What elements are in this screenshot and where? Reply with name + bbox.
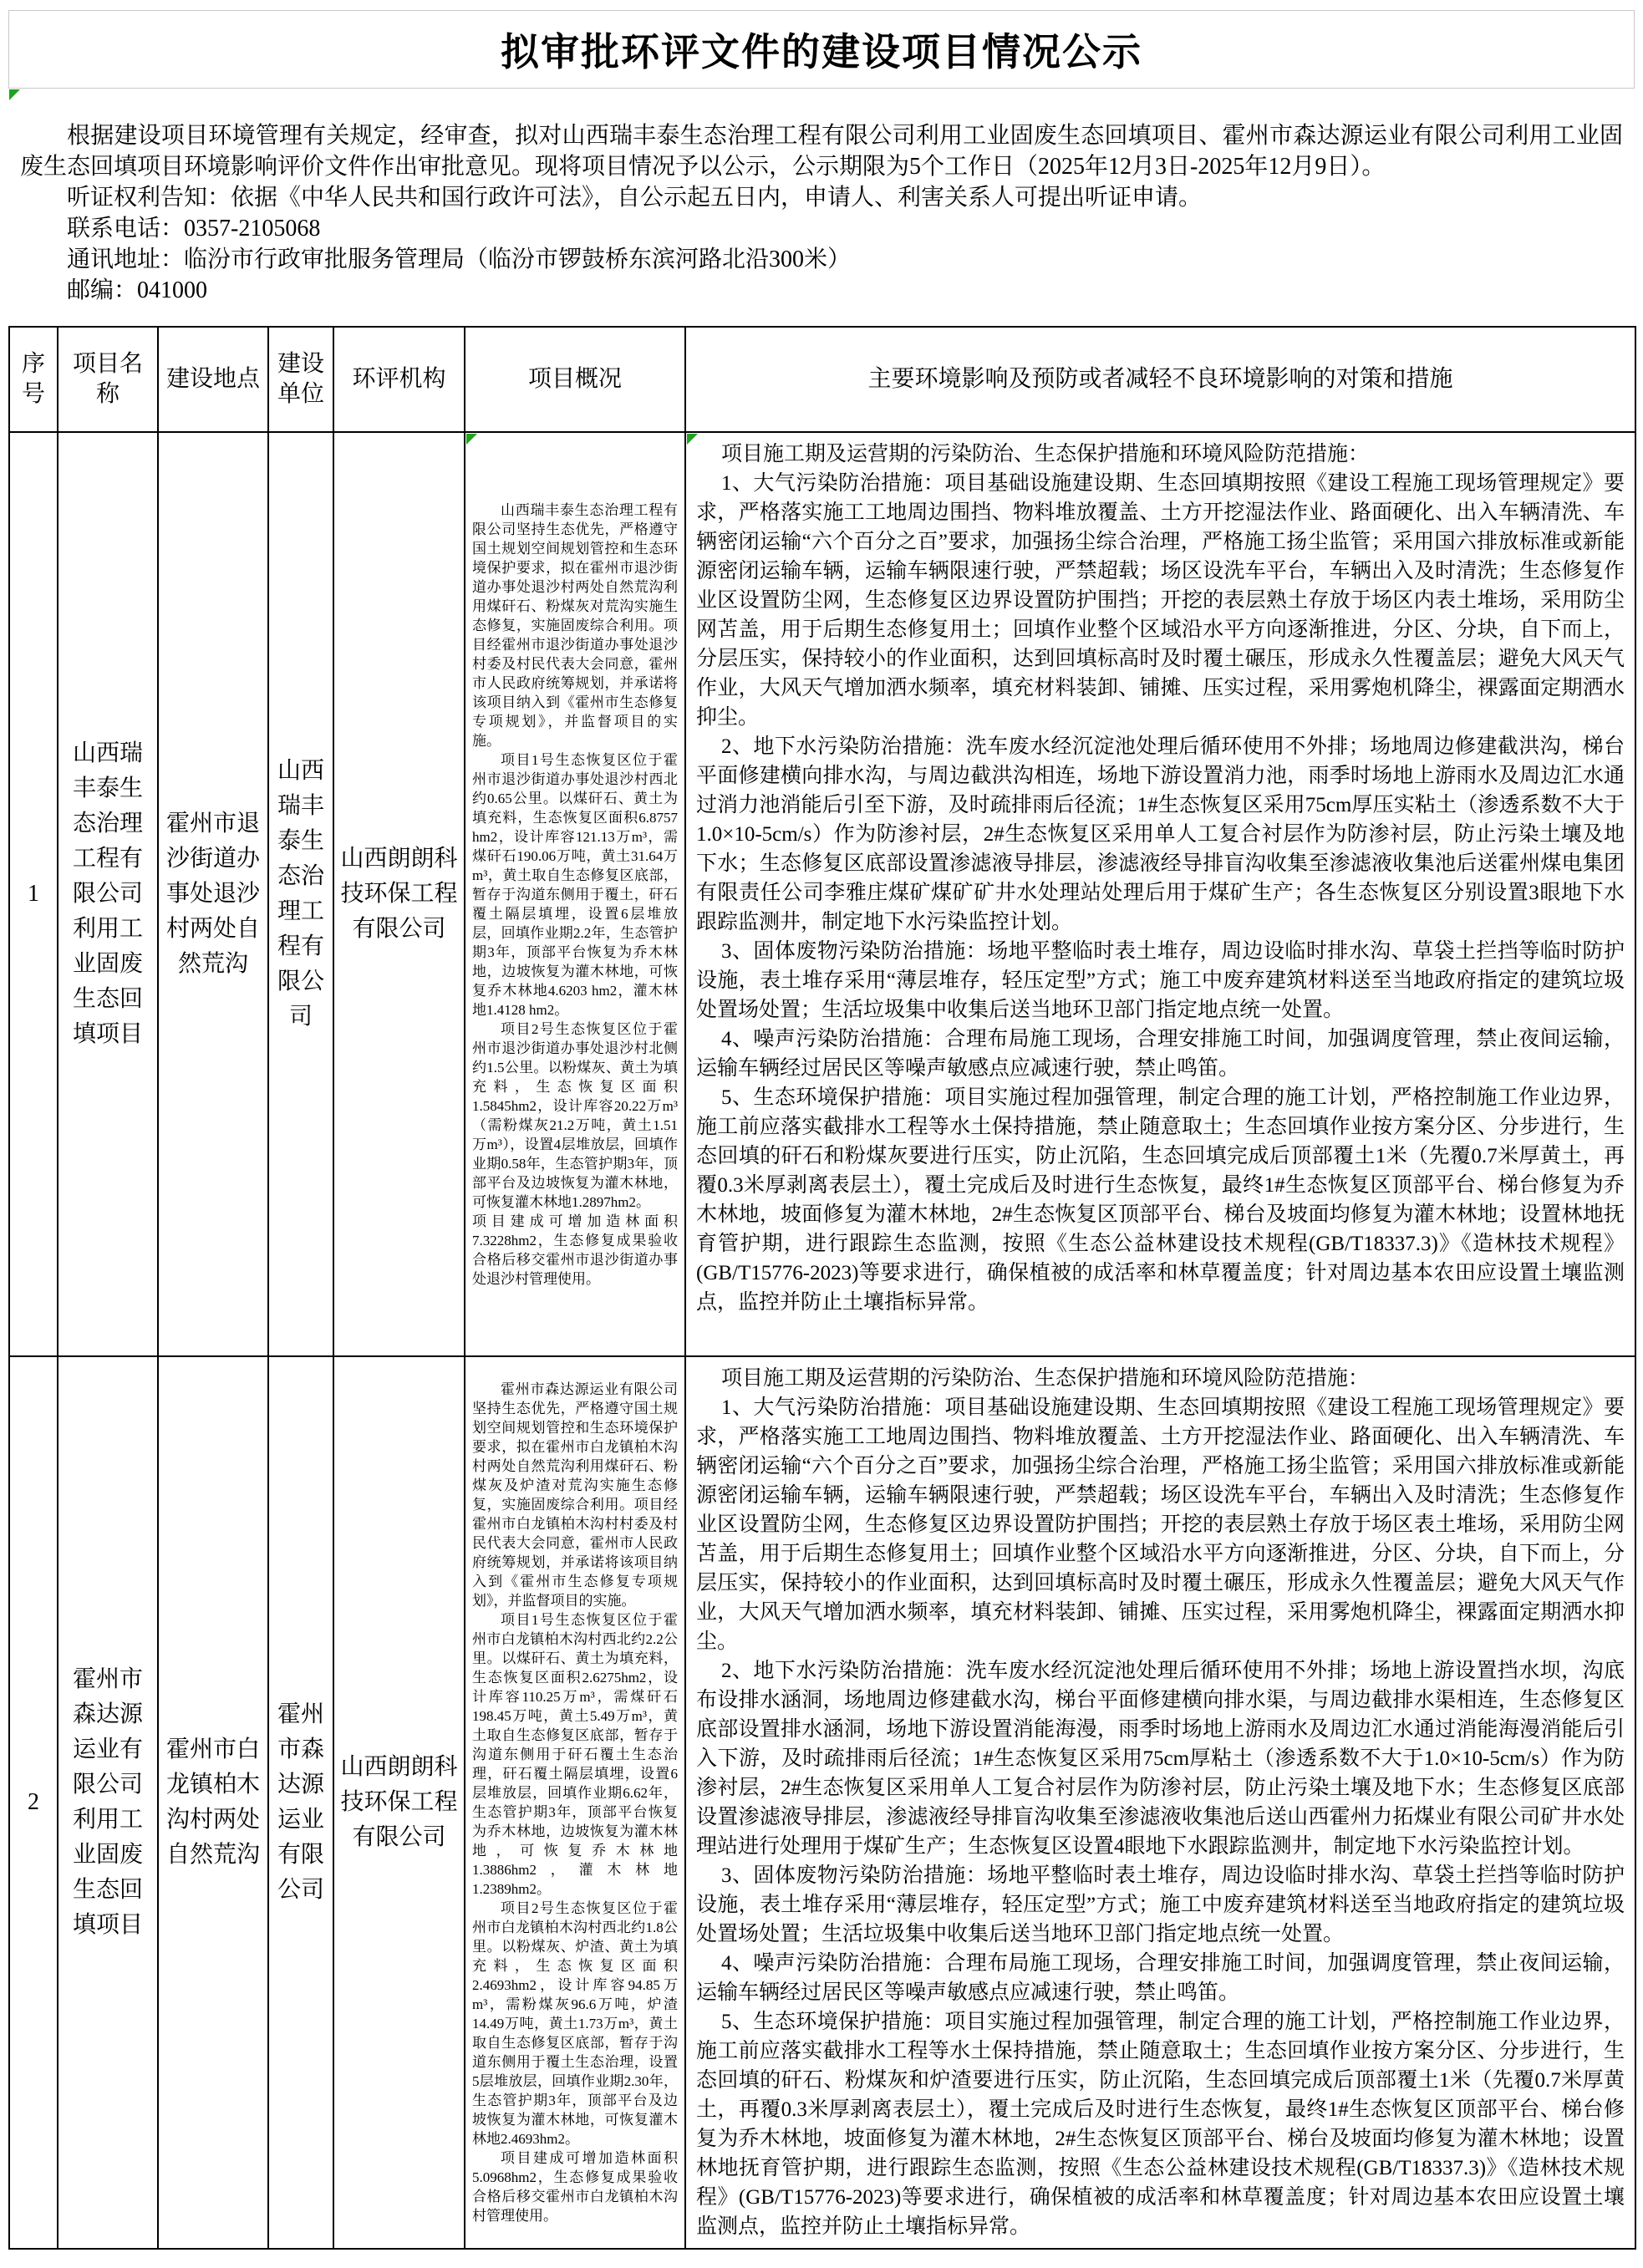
measures-item-ecology: 5、生态环境保护措施：项目实施过程加强管理，制定合理的施工计划，严格控制施工作业边界，施工前应落实截排水工程等水土保持措施，禁止随意取土；生态回填作业按方案分区、分步进行，生态回填的矸石、粉煤灰和炉渣要进行压实，防止沉陷，生态回填完成后顶部覆土1米（先覆0.7米厚黄土，再覆0.3米厚剥离表层土），覆土完成后及时进行生态恢复，最终1#生态恢复区顶部平台、梯台修复为乔木林地，坡面修复为灌木林地，2#生态恢复区顶部平台、梯台及坡面均修复为灌木林地；设置林地抚育管护期，进行跟踪生态监测，按照《生态公益林建设技术规程(GB/T18337.3)》《造林技术规程》(GB/T15776-2023)等要求进行，确保植被的成活率和林草覆盖度；针对周边基本农田应设置土壤监测点，监控并防止土壤指标异常。	[696, 2011, 1625, 2238]
table-header-row	[9, 327, 1635, 432]
table-row	[9, 432, 1635, 1356]
project-overview	[465, 432, 685, 1356]
cell-flag-icon	[687, 434, 698, 445]
overview-paragraph: 项目2号生态恢复区位于霍州市退沙街道办事处退沙村北侧约1.5公里。以粉煤灰、黄土为填充料，生态恢复区面积1.5845hm2，设计库容20.22万m³（需粉煤灰21.2万吨，黄土1.51万m³），设置4层堆放层，回填作业期0.58年，生态管护期3年，顶部平台及边坡恢复为灌木林地，可恢复灌木林地1.2897hm2。	[472, 1020, 678, 1210]
measures-item-noise: 4、噪声污染防治措施：合理布局施工现场，合理安排施工时间，加强调度管理，禁止夜间运输，运输车辆经过居民区等噪声敏感点应减速行驶，禁止鸣笛。	[696, 1028, 1625, 1080]
measures-item-ecology: 5、生态环境保护措施：项目实施过程加强管理，制定合理的施工计划，严格控制施工作业边界，施工前应落实截排水工程等水土保持措施，禁止随意取土；生态回填作业按方案分区、分步进行，生态回填的矸石和粉煤灰要进行压实，防止沉陷，生态回填完成后顶部覆土1米（先覆0.7米厚黄土，再覆0.3米厚剥离表层土），覆土完成后及时进行生态恢复，最终1#生态恢复区顶部平台、梯台修复为乔木林地，坡面修复为灌木林地，2#生态恢复区顶部平台、梯台及坡面均修复为灌木林地；设置林地抚育管护期，进行跟踪生态监测，按照《生态公益林建设技术规程(GB/T18337.3)》《造林技术规程》(GB/T15776-2023)等要求进行，确保植被的成活率和林草覆盖度；针对周边基本农田应设置土壤监测点，监控并防止土壤指标异常。	[696, 1086, 1625, 1314]
overview-paragraph: 山西瑞丰泰生态治理工程有限公司坚持生态优先，严格遵守国土规划空间规划管控和生态环境保护要求，拟在霍州市退沙街道办事处退沙村两处自然荒沟利用煤矸石、粉煤灰对荒沟实施生态修复，实施固废综合利用。项目经霍州市退沙街道办事处退沙村委及村民代表大会同意，霍州市人民政府统筹规划，并承诺将该项目纳入到《霍州市生态修复专项规划》，并监督项目的实施。	[472, 501, 678, 749]
measures-intro: 项目施工期及运营期的污染防治、生态保护措施和环境风险防范措施：	[721, 443, 1370, 465]
measures-item-solid-waste: 3、固体废物污染防治措施：场地平整临时表土堆存，周边设临时排水沟、草袋土拦挡等临时防护设施，表土堆存采用“薄层堆存，轻压定型”方式；施工中废弃建筑材料送至当地政府指定的建筑垃圾处置场处置；生活垃圾集中收集后送当地环卫部门指定地点统一处置。	[696, 1864, 1625, 1945]
column-header-overview: 项目概况	[465, 327, 685, 432]
intro-block	[8, 89, 1635, 326]
measures-item-air: 1、大气污染防治措施：项目基础设施建设期、生态回填期按照《建设工程施工现场管理规定》要求，严格落实施工工地周边围挡、物料堆放覆盖、土方开挖湿法作业、路面硬化、出入车辆清洗、车辆密闭运输“六个百分之百”要求，加强扬尘综合治理，严格施工扬尘监管；采用国六排放标准或新能源密闭运输车辆，运输车辆限速行驶，严禁超载；场区设洗车平台，车辆出入及时清洗；生态修复作业区设置防尘网，生态修复区边界设置防护围挡；开挖的表层熟土存放于场区内表土堆场，采用防尘网苫盖，用于后期生态修复用土；回填作业整个区域沿水平方向逐渐推进，分区、分块，自下而上，分层压实，保持较小的作业面积，达到回填标高时及时覆土碾压，形成永久性覆盖层；避免大风天气作业，大风天气增加洒水频率，填充材料装卸、铺摊、压实过程，采用雾炮机降尘，裸露面定期洒水抑尘。	[696, 472, 1625, 729]
measures-item-air: 1、大气污染防治措施：项目基础设施建设期、生态回填期按照《建设工程施工现场管理规定》要求，严格落实施工工地周边围挡、物料堆放覆盖、土方开挖湿法作业、路面硬化、出入车辆清洗、车辆密闭运输“六个百分之百”要求，加强扬尘综合治理，严格施工扬尘监管；采用国六排放标准或新能源密闭运输车辆，运输车辆限速行驶，严禁超载；场区设洗车平台，车辆出入及时清洗；生态修复作业区设置防尘网，生态修复区边界设置防护围挡；开挖的表层熟土存放于场区表土堆场，采用防尘网苫盖，用于后期生态修复用土；回填作业整个区域沿水平方向逐渐推进，分区、分块，自下而上，分层压实，保持较小的作业面积，达到回填标高时及时覆土碾压，形成永久性覆盖层；避免大风天气作业，大风天气增加洒水频率，填充材料装卸、铺摊、压实过程，采用雾炮机降尘，裸露面定期洒水抑尘。	[696, 1396, 1625, 1653]
notice-line-address: 通讯地址：临汾市行政审批服务管理局（临汾市锣鼓桥东滨河路北沿300米）	[67, 247, 852, 272]
overview-paragraph: 项目建成可增加造林面积5.0968hm2，生态修复成果验收合格后移交霍州市白龙镇柏木沟村管理使用。	[472, 2150, 678, 2224]
page-title: 拟审批环评文件的建设项目情况公示	[501, 31, 1142, 74]
cell-flag-icon	[9, 89, 20, 100]
column-header-location: 建设地点	[158, 327, 268, 432]
project-eia-agency: 山西朗朗科技环保工程有限公司	[333, 1356, 465, 2249]
measures-item-solid-waste: 3、固体废物污染防治措施：场地平整临时表土堆存，周边设临时排水沟、草袋土拦挡等临时防护设施，表土堆存采用“薄层堆存，轻压定型”方式；施工中废弃建筑材料送至当地政府指定的建筑垃圾处置场处置；生活垃圾集中收集后送当地环卫部门指定地点统一处置。	[696, 940, 1625, 1021]
overview-paragraph: 项目1号生态恢复区位于霍州市退沙街道办事处退沙村西北约0.65公里。以煤矸石、黄土为填充料，生态恢复区面积6.8757 hm2，设计库容121.13万m³，需煤矸石190.06万吨，黄土31.64万m³，黄土取自生态修复区底部，暂存于沟道东侧用于覆土，矸石覆土隔层填埋，设置6层堆放层，回填作业期2.2年，生态管护期3年，顶部平台恢复为乔木林地，边坡恢复为灌木林地，可恢复乔木林地4.6203 hm2，灌木林地1.4128 hm2。	[472, 751, 678, 1018]
project-location: 霍州市退沙街道办事处退沙村两处自然荒沟	[158, 432, 268, 1356]
intro-paragraph: 根据建设项目环境管理有关规定，经审查，拟对山西瑞丰泰生态治理工程有限公司利用工业固废生态回填项目、霍州市森达源运业有限公司利用工业固废生态回填项目环境影响评价文件作出审批意见。现将项目情况予以公示，公示期限为5个工作日（2025年12月3日-2025年12月9日）。	[20, 123, 1623, 180]
notice-line-phone: 联系电话：0357-2105068	[67, 216, 321, 242]
measures-item-groundwater: 2、地下水污染防治措施：洗车废水经沉淀池处理后循环使用不外排；场地上游设置挡水坝，沟底布设排水涵洞，场地周边修建截水沟，梯台平面修建横向排水渠，与周边截排水渠相连，生态修复区底部设置排水涵洞，场地下游设置消能海漫，雨季时场地上游雨水及周边汇水通过消能海漫消能后引入下游，及时疏排雨后径流；1#生态恢复区采用75cm厚粘土（渗透系数不大于1.0×10-5cm/s）作为防渗衬层，2#生态恢复区采用单人工复合衬层作为防渗衬层，防止污染土壤及地下水；生态修复区底部设置渗滤液导排层，渗滤液经导排盲沟收集至渗滤液收集池后送山西霍州力拓煤业有限公司矿井水处理站进行处理用于煤矿生产；生态恢复区设置4眼地下水跟踪监测井，制定地下水污染监控计划。	[696, 1660, 1625, 1858]
measures-intro: 项目施工期及运营期的污染防治、生态保护措施和环境风险防范措施：	[721, 1367, 1370, 1390]
column-header-measures: 主要环境影响及预防或者减轻不良环境影响的对策和措施	[685, 327, 1635, 432]
column-header-seq: 序号	[9, 327, 58, 432]
overview-paragraph: 霍州市森达源运业有限公司坚持生态优先，严格遵守国土规划空间规划管控和生态环境保护要求，拟在霍州市白龙镇柏木沟村两处自然荒沟利用煤矸石、粉煤灰及炉渣对荒沟实施生态修复，实施固废综合利用。项目经霍州市白龙镇柏木沟村村委及村民代表大会同意，霍州市人民政府统筹规划，并承诺将该项目纳入到《霍州市生态修复专项规划》，并监督项目的实施。	[472, 1381, 678, 1609]
project-measures	[685, 432, 1635, 1356]
project-overview	[465, 1356, 685, 2249]
title-band	[8, 10, 1635, 89]
column-header-name: 项目名称	[58, 327, 158, 432]
project-eia-agency: 山西朗朗科技环保工程有限公司	[333, 432, 465, 1356]
project-measures	[685, 1356, 1635, 2249]
project-location: 霍州市白龙镇柏木沟村两处自然荒沟	[158, 1356, 268, 2249]
project-builder: 霍州市森达源运业有限公司	[268, 1356, 333, 2249]
overview-paragraph: 项目1号生态恢复区位于霍州市白龙镇柏木沟村西北约2.2公里。以煤矸石、黄土为填充料，生态恢复区面积2.6275hm2，设计库容110.25万m³，需煤矸石198.45万吨，黄土5.49万m³，黄土取自生态修复区底部，暂存于沟道东侧用于矸石覆土生态治理，矸石覆土隔层填埋，设置6层堆放层，回填作业期6.62年，生态管护期3年，顶部平台恢复为乔木林地，边坡恢复为灌木林地，可恢复乔木林地1.3886hm2，灌木林地1.2389hm2。	[472, 1612, 678, 1897]
project-builder: 山西瑞丰泰生态治理工程有限公司	[268, 432, 333, 1356]
notice-line-hearing: 听证权利告知：依据《中华人民共和国行政许可法》，自公示起五日内，申请人、利害关系人可提出听证申请。	[67, 185, 1203, 211]
project-name: 山西瑞丰泰生态治理工程有限公司利用工业固废生态回填项目	[58, 432, 158, 1356]
projects-table	[8, 326, 1636, 2250]
measures-item-noise: 4、噪声污染防治措施：合理布局施工现场，合理安排施工时间，加强调度管理，禁止夜间运输，运输车辆经过居民区等噪声敏感点应减速行驶，禁止鸣笛。	[696, 1952, 1625, 2004]
table-row	[9, 1356, 1635, 2249]
measures-item-groundwater: 2、地下水污染防治措施：洗车废水经沉淀池处理后循环使用不外排；场地周边修建截洪沟，梯台平面修建横向排水沟，与周边截洪沟相连，场地下游设置消力池，雨季时场地上游雨水及周边汇水通过消力池消能后引至下游，及时疏排雨后径流；1#生态恢复区采用75cm厚压实粘土（渗透系数不大于1.0×10-5cm/s）作为防渗衬层，2#生态恢复区采用单人工复合衬层作为防渗衬层，防止污染土壤及地下水；生态修复区底部设置渗滤液导排层，渗滤液经导排盲沟收集至渗滤液收集池后送霍州煤电集团有限责任公司李雅庄煤矿煤矿矿井水处理站处理后用于煤矿生产；各生态恢复区分别设置3眼地下水跟踪监测井，制定地下水污染监控计划。	[696, 735, 1625, 933]
column-header-agency: 环评机构	[333, 327, 465, 432]
overview-paragraph: 项目2号生态恢复区位于霍州市白龙镇柏木沟村西北约1.8公里。以粉煤灰、炉渣、黄土为填充料，生态恢复区面积2.4693hm2，设计库容94.85万m³，需粉煤灰96.6万吨，炉渣14.49万吨，黄土1.73万m³，黄土取自生态修复区底部，暂存于沟道东侧用于覆土生态治理，设置5层堆放层，回填作业期2.30年，生态管护期3年，顶部平台及边坡恢复为灌木林地，可恢复灌木林地2.4693hm2。	[472, 1900, 678, 2147]
overview-paragraph: 项目建成可增加造林面积7.3228hm2，生态修复成果验收合格后移交霍州市退沙街道办事处退沙村管理使用。	[472, 1213, 678, 1287]
cell-flag-icon	[466, 434, 477, 445]
project-seq: 2	[9, 1356, 58, 2249]
project-seq: 1	[9, 432, 58, 1356]
notice-line-zipcode: 邮编：041000	[67, 277, 208, 303]
project-name: 霍州市森达源运业有限公司利用工业固废生态回填项目	[58, 1356, 158, 2249]
column-header-builder: 建设单位	[268, 327, 333, 432]
